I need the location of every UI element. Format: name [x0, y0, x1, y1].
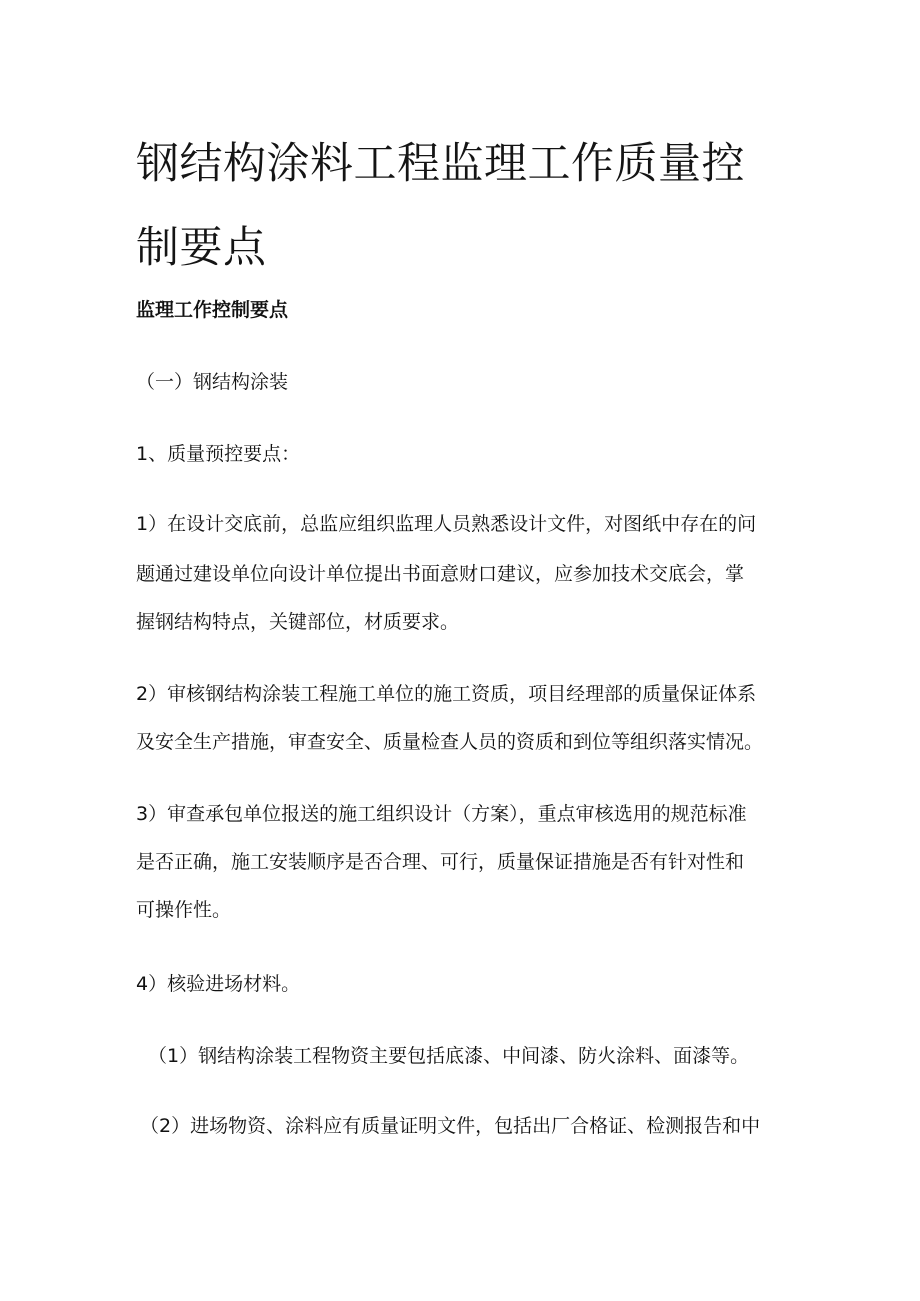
item-heading: 1、质量预控要点： [136, 443, 301, 465]
paragraph-4-line-1: 4）核验进场材料。 [136, 973, 301, 995]
paragraph-3-line-2: 是否正确，施工安装顺序是否合理、可行，质量保证措施是否有针对性和 [136, 851, 745, 873]
paragraph-1-line-2: 题通过建设单位向设计单位提出书面意财口建议，应参加技术交底会，掌 [136, 563, 745, 585]
paragraph-3-line-3: 可操作性。 [136, 899, 232, 921]
paragraph-1-line-1: 1）在设计交底前，总监应组织监理人员熟悉设计文件，对图纸中存在的问 [136, 513, 757, 535]
paragraph-3-line-1: 3）审查承包单位报送的施工组织设计（方案），重点审核选用的规范标准 [136, 803, 747, 825]
paragraph-2-line-1: 2）审核钢结构涂装工程施工单位的施工资质，项目经理部的质量保证体系 [136, 683, 757, 705]
paragraph-2-line-2: 及安全生产措施，审查安全、质量检查人员的资质和到位等组织落实情况。 [136, 731, 764, 753]
sub-item-1: （1）钢结构涂装工程物资主要包括底漆、中间漆、防火涂料、面漆等。 [148, 1045, 750, 1067]
subsection-heading: （一）钢结构涂装 [136, 371, 289, 393]
sub-item-2: （2）进场物资、涂料应有质量证明文件，包括出厂合格证、检测报告和中 [140, 1115, 761, 1137]
section-heading: 监理工作控制要点 [136, 299, 289, 321]
paragraph-1-line-3: 握钢结构特点，关键部位，材质要求。 [136, 611, 460, 633]
document-title: 钢结构涂料工程监理工作质量控制要点 [136, 139, 745, 273]
